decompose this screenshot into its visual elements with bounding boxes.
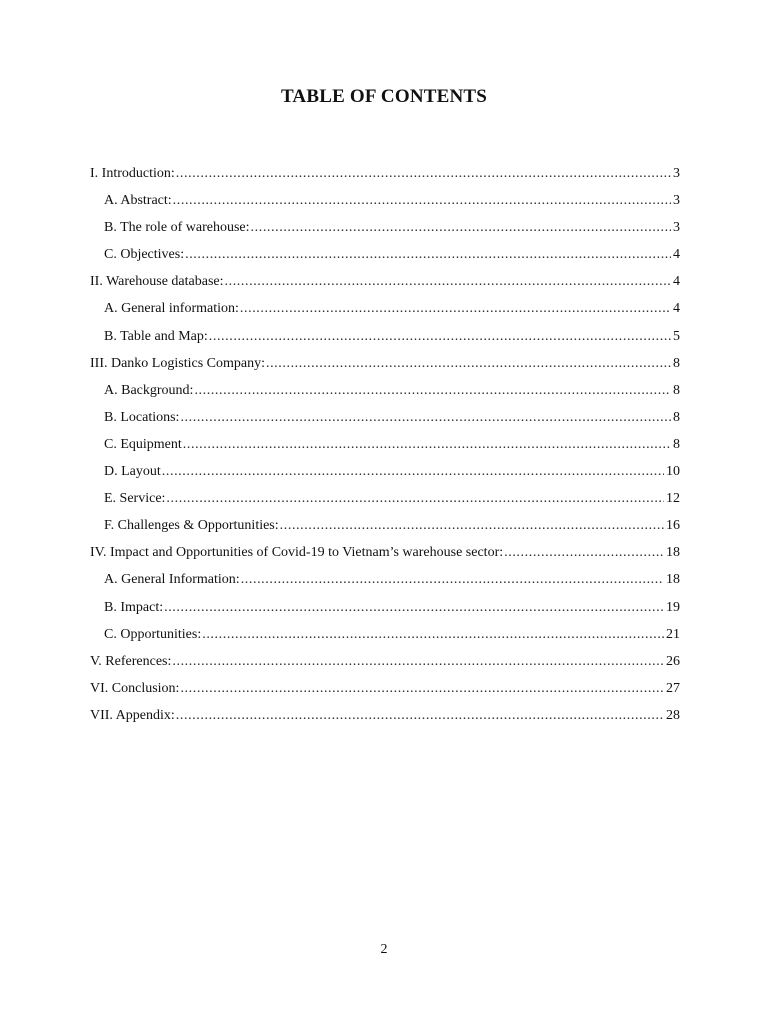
toc-entry-page-number: 19 [666, 599, 680, 615]
toc-entry-page-number: 8 [673, 409, 680, 425]
toc-entry[interactable] [90, 594, 680, 621]
toc-entry-page-number: 8 [673, 382, 680, 398]
dot-leader [180, 404, 671, 431]
toc-entry-label: I. Introduction: [90, 166, 175, 181]
toc-entry-label: C. Objectives: [104, 247, 185, 263]
toc-entry[interactable] [90, 621, 680, 648]
page-title: TABLE OF CONTENTS [280, 86, 488, 107]
dot-leader [180, 675, 664, 702]
toc-entry-label: A. Abstract: [104, 193, 172, 209]
toc-entry[interactable] [90, 350, 680, 377]
toc-entry-label: F. Challenges & Opportunities: [104, 518, 279, 534]
toc-entry-label: VI. Conclusion: [90, 680, 180, 696]
dot-leader [225, 268, 672, 295]
toc-entry[interactable] [90, 675, 680, 702]
dot-leader [172, 648, 664, 675]
toc-entry-label: C. Opportunities: [104, 626, 202, 642]
toc-entry-page-number: 8 [673, 355, 680, 371]
toc-entry-page-number: 18 [666, 545, 680, 561]
toc-entry-page-number: 21 [666, 626, 680, 642]
toc-entry-page-number: 4 [673, 247, 680, 263]
dot-leader [166, 485, 664, 512]
dot-leader [251, 214, 671, 241]
toc-entry-page-number: 27 [666, 680, 680, 696]
toc-entry[interactable] [90, 268, 680, 295]
toc-entry[interactable] [90, 404, 680, 431]
toc-entry-label: B. Impact: [104, 599, 164, 615]
toc-entry-label: A. General information: [104, 301, 239, 317]
dot-leader [280, 512, 664, 539]
toc-entry[interactable] [90, 160, 680, 187]
toc-entry-label: IV. Impact and Opportunities of Covid-19 to Vietnam’s warehouse sector: [90, 545, 504, 561]
toc-entry[interactable] [90, 512, 680, 539]
toc-entry-page-number: 28 [666, 707, 680, 723]
toc-entry-page-number: 10 [666, 464, 680, 480]
dot-leader [176, 160, 671, 187]
toc-entry-page-number: 16 [666, 518, 680, 534]
toc-entry-label: A. General Information: [104, 572, 240, 588]
toc-entry[interactable] [90, 539, 680, 566]
dot-leader [173, 187, 671, 214]
toc-entry[interactable] [90, 377, 680, 404]
toc-entry[interactable] [90, 485, 680, 512]
toc-entry[interactable] [90, 566, 680, 593]
toc-entry-label: VII. Appendix: [90, 707, 175, 723]
toc-entry[interactable] [90, 295, 680, 322]
toc-entry-page-number: 8 [673, 436, 680, 452]
dot-leader [194, 377, 671, 404]
toc-entry[interactable] [90, 214, 680, 241]
table-of-contents [90, 160, 680, 729]
toc-entry-label: A. Background: [104, 382, 194, 398]
dot-leader [209, 323, 671, 350]
dot-leader [185, 241, 671, 268]
toc-entry-page-number: 18 [666, 572, 680, 588]
toc-entry-label: III. Danko Logistics Company: [90, 355, 265, 371]
dot-leader [164, 594, 664, 621]
dot-leader [241, 566, 664, 593]
dot-leader [183, 431, 671, 458]
toc-entry[interactable] [90, 241, 680, 268]
toc-entry-label: B. Table and Map: [104, 328, 208, 344]
toc-entry-label: B. Locations: [104, 409, 180, 425]
toc-entry-label: V. References: [90, 653, 172, 669]
toc-entry-page-number: 4 [673, 274, 680, 290]
toc-entry[interactable] [90, 187, 680, 214]
toc-entry[interactable] [90, 323, 680, 350]
toc-entry[interactable] [90, 431, 680, 458]
dot-leader [504, 539, 664, 566]
toc-entry-page-number: 3 [673, 166, 680, 181]
toc-entry[interactable] [90, 702, 680, 729]
toc-entry-label: II. Warehouse database: [90, 274, 224, 290]
toc-entry[interactable] [90, 458, 680, 485]
toc-entry-page-number: 26 [666, 653, 680, 669]
dot-leader [162, 458, 664, 485]
dot-leader [266, 350, 671, 377]
page-number: 2 [380, 942, 388, 957]
toc-entry-page-number: 4 [673, 301, 680, 317]
toc-entry-label: E. Service: [104, 491, 166, 507]
dot-leader [240, 295, 671, 322]
toc-entry-label: B. The role of warehouse: [104, 220, 250, 236]
toc-entry-label: C. Equipment [104, 436, 182, 452]
toc-entry-label: D. Layout [104, 464, 161, 480]
dot-leader [176, 702, 664, 729]
toc-entry-page-number: 3 [673, 193, 680, 209]
toc-entry-page-number: 3 [673, 220, 680, 236]
toc-entry-page-number: 12 [666, 491, 680, 507]
dot-leader [202, 621, 664, 648]
toc-entry-page-number: 5 [673, 328, 680, 344]
toc-entry[interactable] [90, 648, 680, 675]
